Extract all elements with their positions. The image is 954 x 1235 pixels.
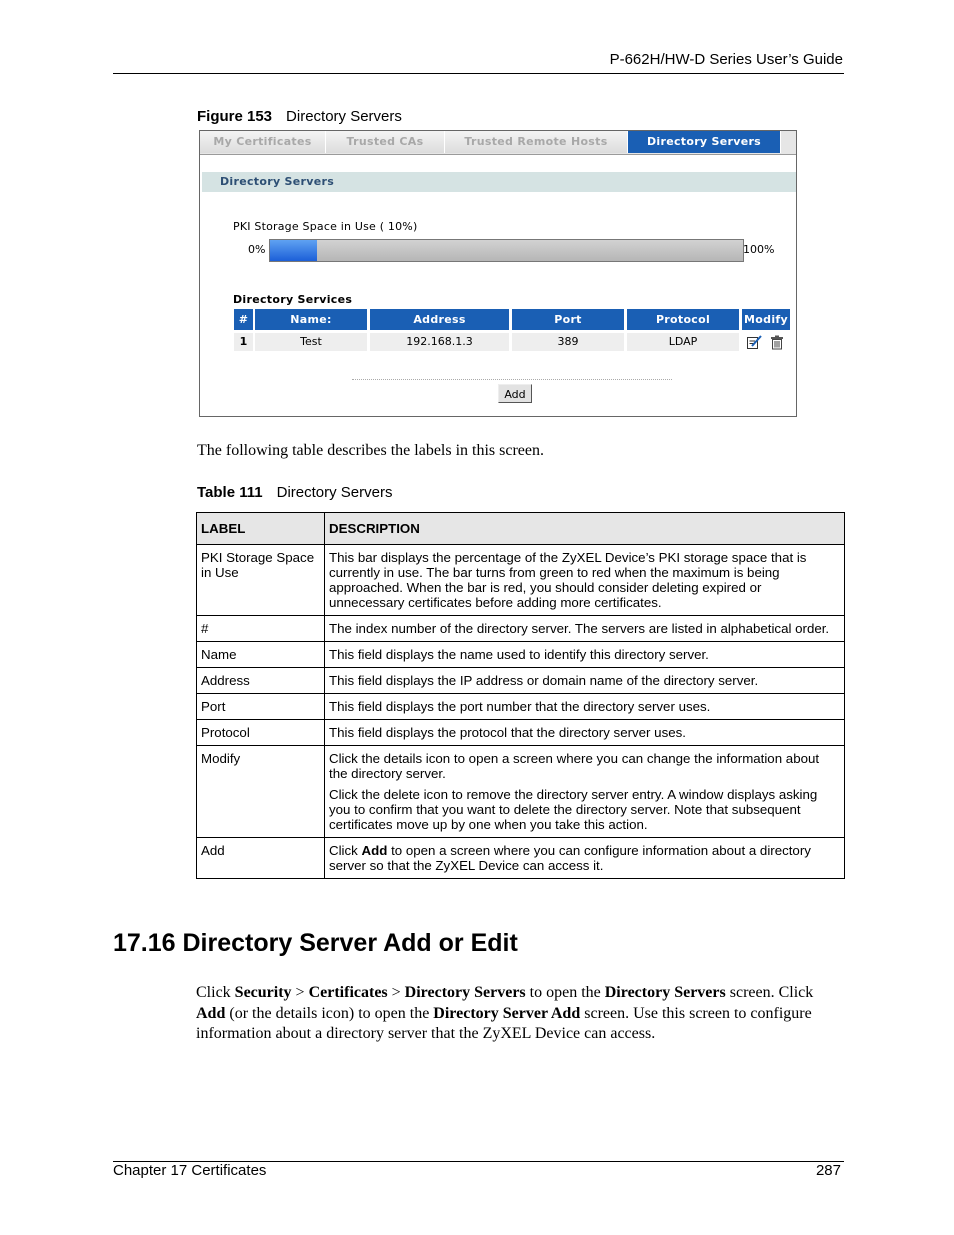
- description-text: This bar displays the percentage of the ZyXEL Device’s PKI storage space that is currently in use. The bar turns from green to red when the maximum is being approached. When the bar is red, you should consider deleting expired or unnecessary certificates before adding more certificates.: [329, 550, 807, 610]
- row-address: 192.168.1.3: [370, 333, 509, 351]
- row-description: [325, 642, 845, 668]
- header-label: LABEL: [197, 513, 325, 545]
- header-description: DESCRIPTION: [325, 513, 845, 545]
- row-description: [325, 746, 845, 838]
- page-number: 287: [815, 1162, 841, 1179]
- col-header-port: Port: [512, 309, 624, 330]
- pki-max-label: 100%: [743, 243, 775, 256]
- row-label: Protocol: [197, 720, 325, 746]
- table-caption: [197, 484, 392, 501]
- col-header-protocol: Protocol: [627, 309, 739, 330]
- description-text: The index number of the directory server. The servers are listed in alphabetical order.: [329, 621, 830, 636]
- col-header-address: Address: [370, 309, 509, 330]
- section-heading: 17.16 Directory Server Add or Edit: [113, 929, 518, 957]
- row-port: 389: [512, 333, 624, 351]
- pki-storage-label: PKI Storage Space in Use ( 10%): [233, 220, 418, 233]
- trash-icon[interactable]: [768, 333, 786, 351]
- table-row: [197, 720, 845, 746]
- edit-icon[interactable]: [745, 333, 763, 351]
- figure-caption: [197, 108, 402, 125]
- pki-storage-fill: [270, 240, 317, 261]
- description-text: This field displays the IP address or domain name of the directory server.: [329, 673, 759, 688]
- row-label: Name: [197, 642, 325, 668]
- description-table: [196, 512, 845, 879]
- row-label: Add: [197, 838, 325, 879]
- figure-title: Directory Servers: [286, 108, 402, 125]
- tab-trusted-remote-hosts[interactable]: Trusted Remote Hosts: [445, 131, 628, 153]
- col-header-name: Name:: [255, 309, 367, 330]
- directory-servers-screenshot: [199, 130, 797, 417]
- col-header-modify: Modify: [742, 309, 790, 330]
- table-row: [197, 694, 845, 720]
- table-row: [197, 746, 845, 838]
- tab-my-certificates[interactable]: My Certificates: [200, 131, 326, 153]
- table-header-row: [197, 513, 845, 545]
- row-protocol: LDAP: [627, 333, 739, 351]
- row-label: #: [197, 616, 325, 642]
- row-name: Test: [255, 333, 367, 351]
- footer-chapter: Chapter 17 Certificates: [113, 1162, 267, 1179]
- pki-min-label: 0%: [248, 243, 266, 256]
- table-row: [197, 545, 845, 616]
- intro-text: The following table describes the labels in this screen.: [197, 442, 545, 459]
- row-label: Modify: [197, 746, 325, 838]
- row-description: [325, 668, 845, 694]
- table-row: [197, 642, 845, 668]
- figure-label: Figure 153: [197, 108, 273, 125]
- table-label: Table 111: [197, 484, 263, 501]
- description-text: Click the details icon to open a screen where you can change the information about the directory server.: [329, 751, 820, 781]
- row-label: Address: [197, 668, 325, 694]
- description-text: This field displays the name used to identify this directory server.: [329, 647, 709, 662]
- row-description: [325, 838, 845, 879]
- tab-trusted-cas[interactable]: Trusted CAs: [326, 131, 445, 153]
- header-rule: [113, 73, 844, 74]
- col-header-index: #: [234, 309, 253, 330]
- row-index: 1: [234, 333, 253, 351]
- tab-bar: [200, 131, 796, 155]
- directory-services-title: Directory Services: [233, 293, 353, 306]
- description-text: This field displays the protocol that the directory server uses.: [329, 725, 686, 740]
- separator-dotted: [352, 379, 672, 380]
- description-text: [329, 843, 840, 873]
- row-label: PKI Storage Space in Use: [197, 545, 325, 616]
- table-row: [197, 668, 845, 694]
- row-description: [325, 616, 845, 642]
- row-description: [325, 720, 845, 746]
- table-title: Directory Servers: [276, 484, 393, 501]
- page-header-title: P-662H/HW-D Series User’s Guide: [609, 51, 843, 68]
- pki-storage-bar: [269, 239, 744, 262]
- table-row: [197, 838, 845, 879]
- description-text: This field displays the port number that the directory server uses.: [329, 699, 711, 714]
- table-row: [197, 616, 845, 642]
- description-text-part: to open a screen where you can configure information about a directory server so that the ZyXEL Device can access it.: [329, 843, 811, 873]
- row-description: [325, 694, 845, 720]
- section-title-band: [202, 172, 796, 192]
- section-title: Directory Servers: [220, 175, 335, 188]
- row-description: [325, 545, 845, 616]
- add-button[interactable]: Add: [498, 384, 532, 403]
- tab-directory-servers[interactable]: Directory Servers: [628, 131, 781, 153]
- description-text: Click the delete icon to remove the directory server entry. A window displays asking you to confirm that you want to delete the directory server. Note that subsequent certificates move up by one when you take this action.: [329, 787, 818, 832]
- description-text-part: Click: [329, 843, 362, 858]
- description-bold: Add: [361, 843, 388, 858]
- row-label: Port: [197, 694, 325, 720]
- section-paragraph: Click Security > Certificates > Directory Servers to open the Directory Servers screen. Click Add (or the details icon) to open the Directory Server Add screen. Use this screen to configure information about a directory server that the ZyXEL Device can access.: [196, 984, 814, 1042]
